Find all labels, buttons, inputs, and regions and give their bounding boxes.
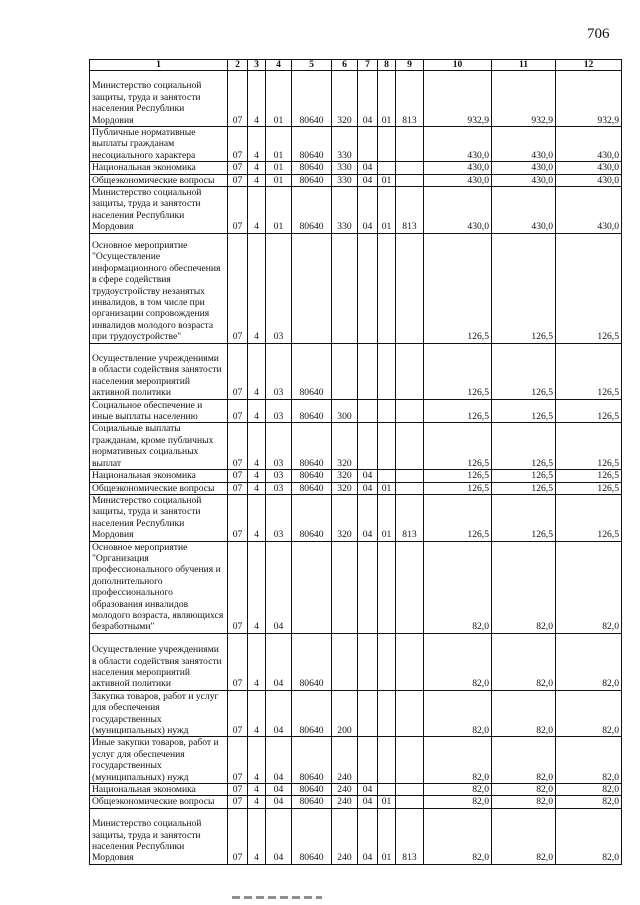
amount-cell: 82,0 <box>492 633 556 690</box>
item-name-cell: Общеэкономические вопросы <box>90 174 228 186</box>
grbs-cell <box>396 127 424 162</box>
subdivision-cell <box>378 162 396 174</box>
item-name-cell: Основное мероприятие "Организация профессионального обучения и дополнительного профессионального образования инвалидов молодого возраста, являющихся безработными" <box>90 541 228 633</box>
grbs-cell: 813 <box>396 494 424 541</box>
subprogram-cell: 03 <box>266 343 292 399</box>
section-cell: 07 <box>228 71 248 127</box>
item-name-cell: Национальная экономика <box>90 470 228 482</box>
program-cell: 4 <box>248 737 266 784</box>
amount-cell: 430,0 <box>556 174 622 186</box>
expense-type-cell <box>332 541 358 633</box>
amount-cell: 430,0 <box>492 162 556 174</box>
amount-cell: 430,0 <box>492 187 556 234</box>
amount-cell: 82,0 <box>492 784 556 796</box>
amount-cell: 932,9 <box>492 71 556 127</box>
table-row <box>90 399 622 423</box>
expense-type-cell <box>332 633 358 690</box>
table-row <box>90 690 622 737</box>
target-article-cell: 80640 <box>292 399 332 423</box>
amount-cell: 82,0 <box>492 808 556 864</box>
expense-type-cell: 330 <box>332 127 358 162</box>
item-name-cell: Национальная экономика <box>90 162 228 174</box>
amount-cell: 126,5 <box>492 470 556 482</box>
target-article-cell: 80640 <box>292 690 332 737</box>
expense-type-cell: 300 <box>332 399 358 423</box>
grbs-cell: 813 <box>396 808 424 864</box>
division-cell <box>358 541 378 633</box>
division-cell: 04 <box>358 784 378 796</box>
subdivision-cell <box>378 470 396 482</box>
item-name-cell: Осуществление учреждениями в области содействия занятости населения мероприятий активной политики <box>90 343 228 399</box>
target-article-cell: 80640 <box>292 470 332 482</box>
grbs-cell <box>396 737 424 784</box>
table-row <box>90 187 622 234</box>
amount-cell: 430,0 <box>556 187 622 234</box>
subprogram-cell: 03 <box>266 494 292 541</box>
amount-cell: 430,0 <box>424 174 492 186</box>
amount-cell: 82,0 <box>492 737 556 784</box>
program-cell: 4 <box>248 399 266 423</box>
grbs-cell <box>396 162 424 174</box>
division-cell: 04 <box>358 187 378 234</box>
item-name-cell: Публичные нормативные выплаты гражданам несоциального характера <box>90 127 228 162</box>
item-name-cell: Национальная экономика <box>90 784 228 796</box>
subdivision-cell <box>378 690 396 737</box>
table-header-row <box>90 60 622 71</box>
section-cell: 07 <box>228 737 248 784</box>
column-header: 5 <box>292 60 332 71</box>
subprogram-cell: 03 <box>266 470 292 482</box>
table-row <box>90 494 622 541</box>
target-article-cell: 80640 <box>292 127 332 162</box>
table-row <box>90 737 622 784</box>
division-cell <box>358 127 378 162</box>
subprogram-cell: 03 <box>266 233 292 343</box>
subprogram-cell: 01 <box>266 127 292 162</box>
grbs-cell <box>396 174 424 186</box>
division-cell <box>358 737 378 784</box>
amount-cell: 126,5 <box>424 343 492 399</box>
amount-cell: 82,0 <box>556 808 622 864</box>
amount-cell: 82,0 <box>492 541 556 633</box>
column-header: 4 <box>266 60 292 71</box>
target-article-cell: 80640 <box>292 187 332 234</box>
amount-cell: 82,0 <box>556 796 622 808</box>
column-header: 9 <box>396 60 424 71</box>
section-cell: 07 <box>228 233 248 343</box>
division-cell: 04 <box>358 71 378 127</box>
column-header: 8 <box>378 60 396 71</box>
subdivision-cell <box>378 127 396 162</box>
target-article-cell: 80640 <box>292 343 332 399</box>
subdivision-cell <box>378 737 396 784</box>
table-row <box>90 71 622 127</box>
section-cell: 07 <box>228 494 248 541</box>
target-article-cell <box>292 233 332 343</box>
amount-cell: 430,0 <box>424 162 492 174</box>
amount-cell: 82,0 <box>556 633 622 690</box>
subdivision-cell: 01 <box>378 482 396 494</box>
item-name-cell: Социальное обеспечение и иные выплаты населению <box>90 399 228 423</box>
amount-cell: 430,0 <box>556 162 622 174</box>
amount-cell: 126,5 <box>492 482 556 494</box>
section-cell: 07 <box>228 633 248 690</box>
program-cell: 4 <box>248 633 266 690</box>
page-number: 706 <box>587 26 610 42</box>
target-article-cell: 80640 <box>292 174 332 186</box>
amount-cell: 126,5 <box>556 423 622 470</box>
amount-cell: 82,0 <box>424 808 492 864</box>
grbs-cell <box>396 482 424 494</box>
program-cell: 4 <box>248 541 266 633</box>
division-cell: 04 <box>358 174 378 186</box>
program-cell: 4 <box>248 784 266 796</box>
amount-cell: 126,5 <box>492 423 556 470</box>
amount-cell: 126,5 <box>492 233 556 343</box>
amount-cell: 932,9 <box>556 71 622 127</box>
subprogram-cell: 01 <box>266 174 292 186</box>
column-header: 11 <box>492 60 556 71</box>
amount-cell: 932,9 <box>424 71 492 127</box>
expense-type-cell <box>332 233 358 343</box>
table-row <box>90 423 622 470</box>
amount-cell: 82,0 <box>556 737 622 784</box>
table-row <box>90 343 622 399</box>
column-header: 2 <box>228 60 248 71</box>
amount-cell: 82,0 <box>424 541 492 633</box>
grbs-cell <box>396 690 424 737</box>
amount-cell: 430,0 <box>492 174 556 186</box>
section-cell: 07 <box>228 399 248 423</box>
grbs-cell <box>396 233 424 343</box>
item-name-cell: Министерство социальной защиты, труда и занятости населения Республики Мордовия <box>90 808 228 864</box>
section-cell: 07 <box>228 343 248 399</box>
program-cell: 4 <box>248 796 266 808</box>
target-article-cell: 80640 <box>292 808 332 864</box>
amount-cell: 126,5 <box>424 482 492 494</box>
program-cell: 4 <box>248 690 266 737</box>
amount-cell: 430,0 <box>424 127 492 162</box>
division-cell <box>358 343 378 399</box>
target-article-cell: 80640 <box>292 423 332 470</box>
program-cell: 4 <box>248 187 266 234</box>
target-article-cell: 80640 <box>292 784 332 796</box>
table-row <box>90 470 622 482</box>
column-header: 7 <box>358 60 378 71</box>
division-cell <box>358 399 378 423</box>
grbs-cell <box>396 633 424 690</box>
section-cell: 07 <box>228 162 248 174</box>
section-cell: 07 <box>228 174 248 186</box>
amount-cell: 430,0 <box>424 187 492 234</box>
subprogram-cell: 04 <box>266 737 292 784</box>
grbs-cell: 813 <box>396 71 424 127</box>
division-cell <box>358 423 378 470</box>
section-cell: 07 <box>228 470 248 482</box>
division-cell: 04 <box>358 808 378 864</box>
section-cell: 07 <box>228 796 248 808</box>
subprogram-cell: 03 <box>266 482 292 494</box>
expense-type-cell: 320 <box>332 470 358 482</box>
column-header: 1 <box>90 60 228 71</box>
grbs-cell: 813 <box>396 187 424 234</box>
amount-cell: 82,0 <box>424 796 492 808</box>
amount-cell: 126,5 <box>556 399 622 423</box>
program-cell: 4 <box>248 494 266 541</box>
target-article-cell: 80640 <box>292 162 332 174</box>
program-cell: 4 <box>248 71 266 127</box>
amount-cell: 126,5 <box>556 494 622 541</box>
subdivision-cell: 01 <box>378 494 396 541</box>
subdivision-cell <box>378 233 396 343</box>
column-header: 12 <box>556 60 622 71</box>
column-header: 6 <box>332 60 358 71</box>
amount-cell: 430,0 <box>556 127 622 162</box>
expense-type-cell: 330 <box>332 174 358 186</box>
amount-cell: 126,5 <box>556 482 622 494</box>
item-name-cell: Основное мероприятие "Осуществление информационного обеспечения в сфере содействия трудоустройству незанятых инвалидов, в том числе при организации сопровождения инвалидов молодого возраста при трудоустройстве" <box>90 233 228 343</box>
amount-cell: 126,5 <box>424 494 492 541</box>
division-cell <box>358 690 378 737</box>
amount-cell: 82,0 <box>556 690 622 737</box>
program-cell: 4 <box>248 423 266 470</box>
subprogram-cell: 04 <box>266 796 292 808</box>
division-cell: 04 <box>358 482 378 494</box>
program-cell: 4 <box>248 162 266 174</box>
subprogram-cell: 04 <box>266 808 292 864</box>
item-name-cell: Осуществление учреждениями в области содействия занятости населения мероприятий активной политики <box>90 633 228 690</box>
program-cell: 4 <box>248 174 266 186</box>
program-cell: 4 <box>248 470 266 482</box>
subdivision-cell: 01 <box>378 71 396 127</box>
target-article-cell: 80640 <box>292 482 332 494</box>
table-row <box>90 482 622 494</box>
subprogram-cell: 01 <box>266 162 292 174</box>
item-name-cell: Иные закупки товаров, работ и услуг для обеспечения государственных (муниципальных) нужд <box>90 737 228 784</box>
target-article-cell: 80640 <box>292 494 332 541</box>
amount-cell: 126,5 <box>556 233 622 343</box>
subprogram-cell: 04 <box>266 784 292 796</box>
program-cell: 4 <box>248 233 266 343</box>
amount-cell: 126,5 <box>424 423 492 470</box>
subprogram-cell: 04 <box>266 690 292 737</box>
amount-cell: 82,0 <box>424 690 492 737</box>
subprogram-cell: 04 <box>266 633 292 690</box>
grbs-cell <box>396 343 424 399</box>
amount-cell: 430,0 <box>492 127 556 162</box>
item-name-cell: Министерство социальной защиты, труда и занятости населения Республики Мордовия <box>90 71 228 127</box>
division-cell: 04 <box>358 796 378 808</box>
item-name-cell: Министерство социальной защиты, труда и занятости населения Республики Мордовия <box>90 494 228 541</box>
subdivision-cell: 01 <box>378 187 396 234</box>
column-header: 10 <box>424 60 492 71</box>
table-row <box>90 541 622 633</box>
expense-type-cell: 320 <box>332 71 358 127</box>
section-cell: 07 <box>228 127 248 162</box>
amount-cell: 126,5 <box>424 470 492 482</box>
grbs-cell <box>396 784 424 796</box>
expense-type-cell <box>332 343 358 399</box>
expense-type-cell: 330 <box>332 162 358 174</box>
section-cell: 07 <box>228 541 248 633</box>
subdivision-cell <box>378 423 396 470</box>
table-row <box>90 162 622 174</box>
amount-cell: 126,5 <box>424 399 492 423</box>
table-row <box>90 808 622 864</box>
division-cell <box>358 633 378 690</box>
table-row <box>90 127 622 162</box>
program-cell: 4 <box>248 127 266 162</box>
target-article-cell: 80640 <box>292 737 332 784</box>
item-name-cell: Закупка товаров, работ и услуг для обеспечения государственных (муниципальных) нужд <box>90 690 228 737</box>
subprogram-cell: 03 <box>266 423 292 470</box>
subdivision-cell <box>378 633 396 690</box>
amount-cell: 126,5 <box>492 399 556 423</box>
subdivision-cell <box>378 343 396 399</box>
subdivision-cell <box>378 541 396 633</box>
subdivision-cell: 01 <box>378 174 396 186</box>
item-name-cell: Министерство социальной защиты, труда и занятости населения Республики Мордовия <box>90 187 228 234</box>
subprogram-cell: 01 <box>266 187 292 234</box>
expense-type-cell: 240 <box>332 784 358 796</box>
item-name-cell: Общеэкономические вопросы <box>90 482 228 494</box>
amount-cell: 126,5 <box>556 470 622 482</box>
division-cell <box>358 233 378 343</box>
grbs-cell <box>396 399 424 423</box>
expense-type-cell: 320 <box>332 494 358 541</box>
amount-cell: 126,5 <box>492 343 556 399</box>
section-cell: 07 <box>228 784 248 796</box>
amount-cell: 82,0 <box>556 784 622 796</box>
column-header: 3 <box>248 60 266 71</box>
expense-type-cell: 320 <box>332 482 358 494</box>
section-cell: 07 <box>228 423 248 470</box>
program-cell: 4 <box>248 808 266 864</box>
subdivision-cell: 01 <box>378 808 396 864</box>
expense-type-cell: 240 <box>332 737 358 784</box>
grbs-cell <box>396 796 424 808</box>
table-row <box>90 796 622 808</box>
expense-type-cell: 240 <box>332 796 358 808</box>
amount-cell: 126,5 <box>556 343 622 399</box>
subdivision-cell <box>378 399 396 423</box>
target-article-cell <box>292 541 332 633</box>
table-row <box>90 233 622 343</box>
section-cell: 07 <box>228 482 248 494</box>
section-cell: 07 <box>228 690 248 737</box>
subprogram-cell: 04 <box>266 541 292 633</box>
amount-cell: 82,0 <box>424 784 492 796</box>
program-cell: 4 <box>248 482 266 494</box>
table-row <box>90 174 622 186</box>
subprogram-cell: 01 <box>266 71 292 127</box>
scan-artifact <box>232 896 322 899</box>
section-cell: 07 <box>228 808 248 864</box>
budget-table <box>89 59 622 865</box>
item-name-cell: Социальные выплаты гражданам, кроме публичных нормативных социальных выплат <box>90 423 228 470</box>
amount-cell: 82,0 <box>492 690 556 737</box>
amount-cell: 82,0 <box>556 541 622 633</box>
division-cell: 04 <box>358 470 378 482</box>
item-name-cell: Общеэкономические вопросы <box>90 796 228 808</box>
grbs-cell <box>396 470 424 482</box>
expense-type-cell: 240 <box>332 808 358 864</box>
section-cell: 07 <box>228 187 248 234</box>
subprogram-cell: 03 <box>266 399 292 423</box>
grbs-cell <box>396 541 424 633</box>
expense-type-cell: 330 <box>332 187 358 234</box>
expense-type-cell: 320 <box>332 423 358 470</box>
table-row <box>90 633 622 690</box>
amount-cell: 82,0 <box>492 796 556 808</box>
target-article-cell: 80640 <box>292 633 332 690</box>
target-article-cell: 80640 <box>292 796 332 808</box>
subdivision-cell <box>378 784 396 796</box>
division-cell: 04 <box>358 494 378 541</box>
grbs-cell <box>396 423 424 470</box>
subdivision-cell: 01 <box>378 796 396 808</box>
program-cell: 4 <box>248 343 266 399</box>
expense-type-cell: 200 <box>332 690 358 737</box>
amount-cell: 126,5 <box>492 494 556 541</box>
division-cell: 04 <box>358 162 378 174</box>
amount-cell: 126,5 <box>424 233 492 343</box>
target-article-cell: 80640 <box>292 71 332 127</box>
table-row <box>90 784 622 796</box>
amount-cell: 82,0 <box>424 633 492 690</box>
amount-cell: 82,0 <box>424 737 492 784</box>
